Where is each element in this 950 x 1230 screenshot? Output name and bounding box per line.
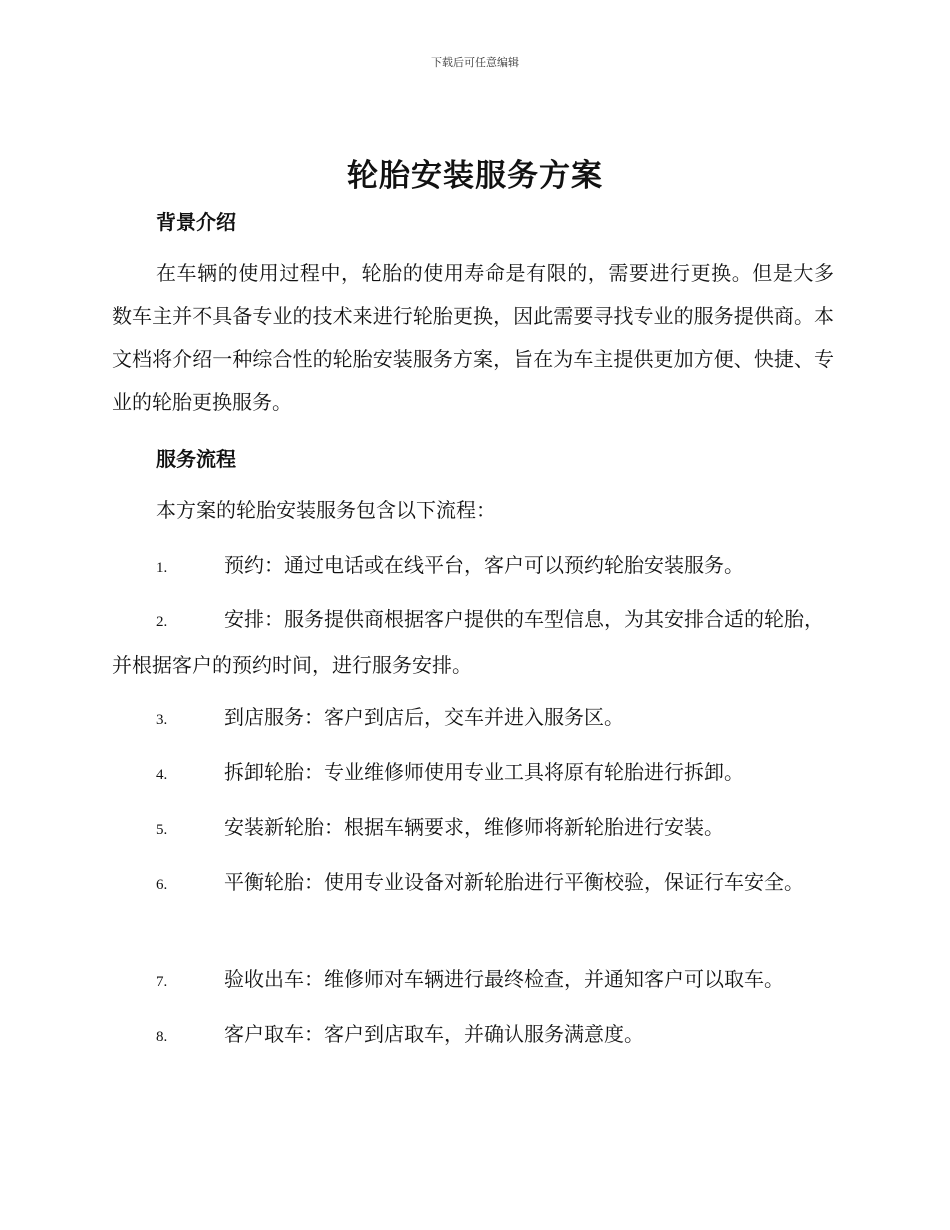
list-item — [112, 861, 836, 907]
section-heading-process: 服务流程 — [156, 447, 236, 471]
document-title: 轮胎安装服务方案 — [347, 158, 603, 194]
header-note: 下载后可任意编辑 — [431, 56, 519, 69]
list-item-number: 7. — [156, 974, 168, 990]
list-item-text: 安排：服务提供商根据客户提供的车型信息，为其安排合适的轮胎，并根据客户的预约时间，进行服务安排。 — [112, 607, 824, 677]
list-item — [112, 696, 836, 742]
list-item-text: 验收出车：维修师对车辆进行最终检查，并通知客户可以取车。 — [224, 967, 784, 991]
list-item-number: 6. — [156, 877, 168, 893]
list-item-text: 客户取车：客户到店取车，并确认服务满意度。 — [224, 1022, 644, 1046]
list-item-text: 安装新轮胎：根据车辆要求，维修师将新轮胎进行安装。 — [224, 815, 724, 839]
list-item-number: 2. — [156, 614, 168, 630]
list-item — [112, 1013, 836, 1059]
list-item-text: 预约：通过电话或在线平台，客户可以预约轮胎安装服务。 — [224, 553, 744, 577]
list-item-text: 拆卸轮胎：专业维修师使用专业工具将原有轮胎进行拆卸。 — [224, 760, 744, 784]
list-item-number: 5. — [156, 822, 168, 838]
list-item-text: 平衡轮胎：使用专业设备对新轮胎进行平衡校验，保证行车安全。 — [224, 870, 804, 894]
list-item-text: 到店服务：客户到店后，交车并进入服务区。 — [224, 705, 624, 729]
list-item — [112, 958, 836, 1004]
process-intro: 本方案的轮胎安装服务包含以下流程： — [156, 498, 496, 522]
section-heading-background: 背景介绍 — [156, 210, 236, 234]
list-item — [112, 544, 836, 590]
list-item — [112, 751, 836, 797]
list-item — [112, 598, 836, 687]
background-paragraph: 在车辆的使用过程中，轮胎的使用寿命是有限的，需要进行更换。但是大多数车主并不具备专业的技术来进行轮胎更换，因此需要寻找专业的服务提供商。本文档将介绍一种综合性的轮胎安装服务方案，旨在为车主提供更加方便、快捷、专业的轮胎更换服务。 — [112, 261, 834, 414]
list-item-number: 3. — [156, 712, 168, 728]
list-item — [112, 806, 836, 852]
list-item-number: 4. — [156, 767, 168, 783]
list-item-number: 1. — [156, 560, 168, 576]
list-item-number: 8. — [156, 1029, 168, 1045]
